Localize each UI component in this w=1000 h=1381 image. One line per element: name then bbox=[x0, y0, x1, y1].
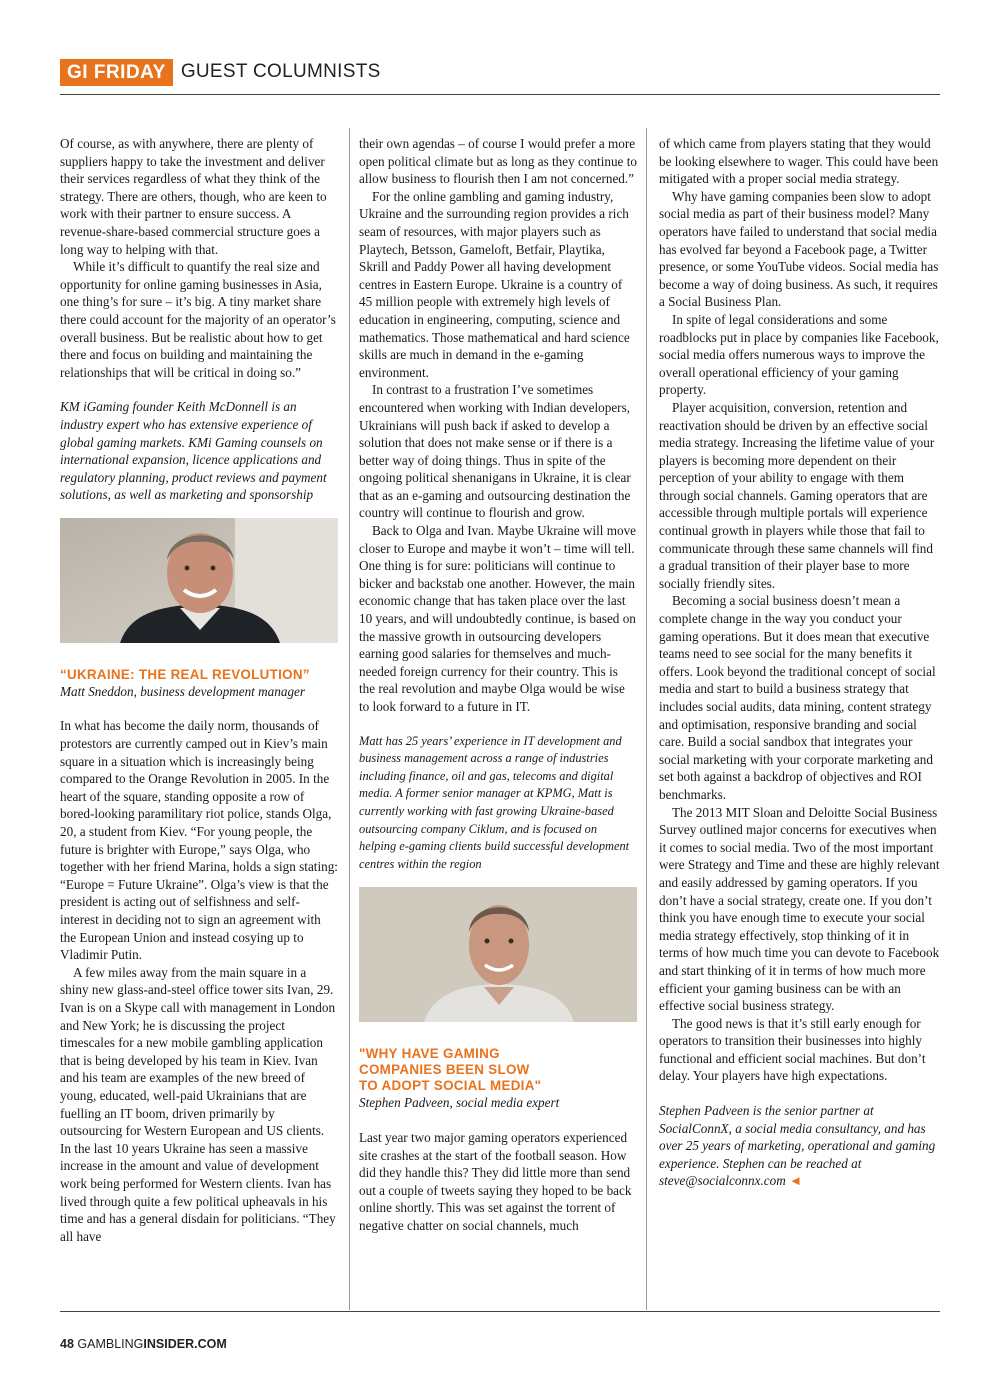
paragraph: In what has become the daily norm, thousands of protestors are currently camped out in Kiev’s main square in a situation which is increasingly being compared to the Orange Revolution in 2005. In the heart of the square, standing opposite a row of bored-looking paramilitary riot police, stands Olga, 20, a student from Kiev. “For young people, the future is brighter with Europe,” says Olga, who together with her friend Marina, holds a sign stating: “Europe = Future Ukraine”. Olga’s view is that the president is acting out of selfishness and self-interest in deciding not to sign an agreement with the European Union and instead cosying up to Vladimir Putin. bbox=[60, 718, 338, 963]
article-headline bbox=[359, 1046, 637, 1094]
page-footer bbox=[60, 1337, 227, 1351]
paragraph: Of course, as with anywhere, there are plenty of suppliers happy to take the investment and deliver their services regardless of what they think of the strategy. There are others, though, who are keen to work with their partner to ensure success. A revenue-share-based commercial structure goes a long way to helping with that. bbox=[60, 136, 327, 257]
column-divider bbox=[646, 128, 647, 1310]
article-headline: “UKRAINE: THE REAL REVOLUTION” bbox=[60, 666, 310, 682]
author-photo bbox=[359, 887, 637, 1022]
section-tag: GI FRIDAY bbox=[60, 59, 173, 86]
author-bio-text: Stephen Padveen is the senior partner at SocialConnX, a social media consultancy, and has over 25 years of marketing, operational and gaming experience. Stephen can be reached at steve@socialconnx.com bbox=[659, 1103, 936, 1189]
column-divider bbox=[349, 128, 350, 1310]
author-bio: Matt has 25 years’ experience in IT development and business management across a range of industries including finance, oil and gas, telecoms and digital media. A former senior manager at KPMG, Matt is currently working with fast growing Ukraine-based outsourcing company Ciklum, and is focused on helping e-gaming clients build successful development centres within the region bbox=[359, 733, 630, 871]
section-title: GUEST COLUMNISTS bbox=[180, 61, 381, 82]
author-photo bbox=[60, 518, 338, 643]
headline-line: "WHY HAVE GAMING bbox=[359, 1046, 500, 1062]
paragraph: their own agendas – of course I would prefer a more open political climate but as long as they continue to allow business to flourish then I am not concerned.” bbox=[359, 136, 637, 187]
column-3 bbox=[659, 135, 940, 1190]
headline-line: COMPANIES BEEN SLOW bbox=[359, 1062, 530, 1078]
site-name-a: GAMBLING bbox=[77, 1337, 144, 1351]
article-byline: Matt Sneddon, business development manager bbox=[60, 683, 306, 699]
paragraph: The good news is that it’s still early enough for operators to transition their businesses into highly functional and efficient social machines. But don’t delay. Your players have high expectations. bbox=[659, 1015, 926, 1084]
paragraph: The 2013 MIT Sloan and Deloitte Social Business Survey outlined major concerns for executives when it comes to social media. Two of the most important were Strategy and Time and these are highly relevant and easily addressed by gaming operators. If you don’t have a social strategy, create one. If you don’t think you have enough time to execute your social media strategy effectively, stop thinking of it in terms of how much time you can devote to Facebook and start thinking of it in terms of how much more efficient your gaming business can be with an effective social business strategy. bbox=[659, 804, 940, 1014]
author-bio: KM iGaming founder Keith McDonnell is an industry expert who has extensive experience of global gaming markets. KMi Gaming counsels on international expansion, licence applications and regulatory planning, product reviews and payment solutions, as well as marketing and sponsorship bbox=[60, 399, 327, 503]
paragraph: Becoming a social business doesn’t mean a complete change in the way you conduct your gaming operations. But it does mean that executive teams need to see social for the many benefits it offers. Look beyond the traditional concept of social media and start to build a business strategy that includes social audits, data mining, content strategy and optimisation, responsive branding and social care. Build a social sandbox that integrates your social marketing with your corporate marketing and set both against a backdrop of objectives and ROI benchmarks. bbox=[659, 593, 936, 802]
paragraph: In contrast to a frustration I’ve sometimes encountered when working with Indian developers, Ukrainians will push back if asked to develop a solution that does not make sense or if there is a better way of doing things. Thus in spite of the ongoing political shenanigans in Ukraine, it is clear that as an e-gaming and outsourcing destination the country will continue to flourish and grow. bbox=[359, 382, 631, 521]
paragraph: In spite of legal considerations and some roadblocks put in place by companies like Facebook, social media offers numerous ways to improve the overall operational efficiency of your gaming property. bbox=[659, 311, 939, 398]
page-header bbox=[60, 58, 381, 86]
footer-rule bbox=[60, 1311, 940, 1312]
header-rule bbox=[60, 94, 940, 95]
paragraph: While it’s difficult to quantify the real size and opportunity for online gaming businesses in Asia, one thing’s for sure – it’s big. A tiny market share there could account for the majority of an operator’s overall business. But be realistic about how to get there and focus on building and maintaining the relationships that will be critical in doing so.” bbox=[60, 259, 336, 380]
column-1 bbox=[60, 135, 338, 1245]
paragraph: Player acquisition, conversion, retention and reactivation should be driven by an effective social media strategy. Increasing the lifetime value of your players is becoming more dependent on their perception of your ability to engage with them through social channels. Gaming operators that are accessible through multiple portals will experience continual growth in players while those that fail to communicate through these same channels will find a gradual transition of their player base to more socially friendly sites. bbox=[659, 399, 935, 591]
paragraph: For the online gambling and gaming industry, Ukraine and the surrounding region provides a rich seam of resources, with major players such as Playtech, Betsson, Gameloft, Betfair, Playtika, Skrill and Paddy Power all having development centres in Eastern Europe. Ukraine is a country of 45 million people with extremely high levels of education in engineering, computing, science and mathematics. Those mathematical and hard science skills are much in demand in the e-gaming environment. bbox=[359, 188, 630, 380]
paragraph: A few miles away from the main square in a shiny new glass-and-steel office tower sits Ivan, 29. Ivan is on a Skype call with management in London and New York; he is discussing the project timescales for a new mobile gambling application that is being developed by his team in Kiev. Ivan and his team are examples of the new breed of young, educated, well-paid Ukrainians that are fuelling an IT boom, driven primarily by outsourcing for Western European and US clients. In the last 10 years Ukraine has seen a massive increase in the amount and value of development work being performed for Western clients. Ivan has lived through quite a few political upheavals in his time and has a general disdain for politicians. “They all have bbox=[60, 964, 336, 1244]
paragraph: Back to Olga and Ivan. Maybe Ukraine will move closer to Europe and maybe it won’t – time will tell. One thing is for sure: politicians will continue to bicker and backstab one another. However, the main economic change that has taken place over the last 10 years, and will undoubtedly continue, is based on the massive growth in outsourcing developers earning good salaries for themselves and much-needed foreign currency for their country. This is the real revolution and maybe Olga would be wise to look forward to a future in IT. bbox=[359, 523, 637, 714]
page-number: 48 bbox=[60, 1337, 74, 1351]
author-bio bbox=[659, 1102, 940, 1190]
paragraph: Why have gaming companies been slow to adopt social media as part of their business model? Many operators have failed to understand that social media has evolved far beyond a Facebook page, a Twitter presence, or some YouTube videos. Social media has become a way of doing business. As such, it requires a Social Business Plan. bbox=[659, 188, 939, 310]
column-2 bbox=[359, 135, 637, 1235]
end-mark-icon: ◄ bbox=[789, 1173, 803, 1189]
site-name-b: INSIDER.COM bbox=[143, 1337, 227, 1351]
article-byline: Stephen Padveen, social media expert bbox=[359, 1095, 560, 1111]
headline-line: TO ADOPT SOCIAL MEDIA" bbox=[359, 1078, 542, 1094]
paragraph: of which came from players stating that they would be looking elsewhere to wager. This could have been mitigated with a proper social media strategy. bbox=[659, 136, 939, 187]
paragraph: Last year two major gaming operators experienced site crashes at the start of the football season. How did they handle this? They did little more than send out a couple of tweets saying they hoped to be back online shortly. This was set against the torrent of negative chatter on social channels, much bbox=[359, 1129, 632, 1233]
